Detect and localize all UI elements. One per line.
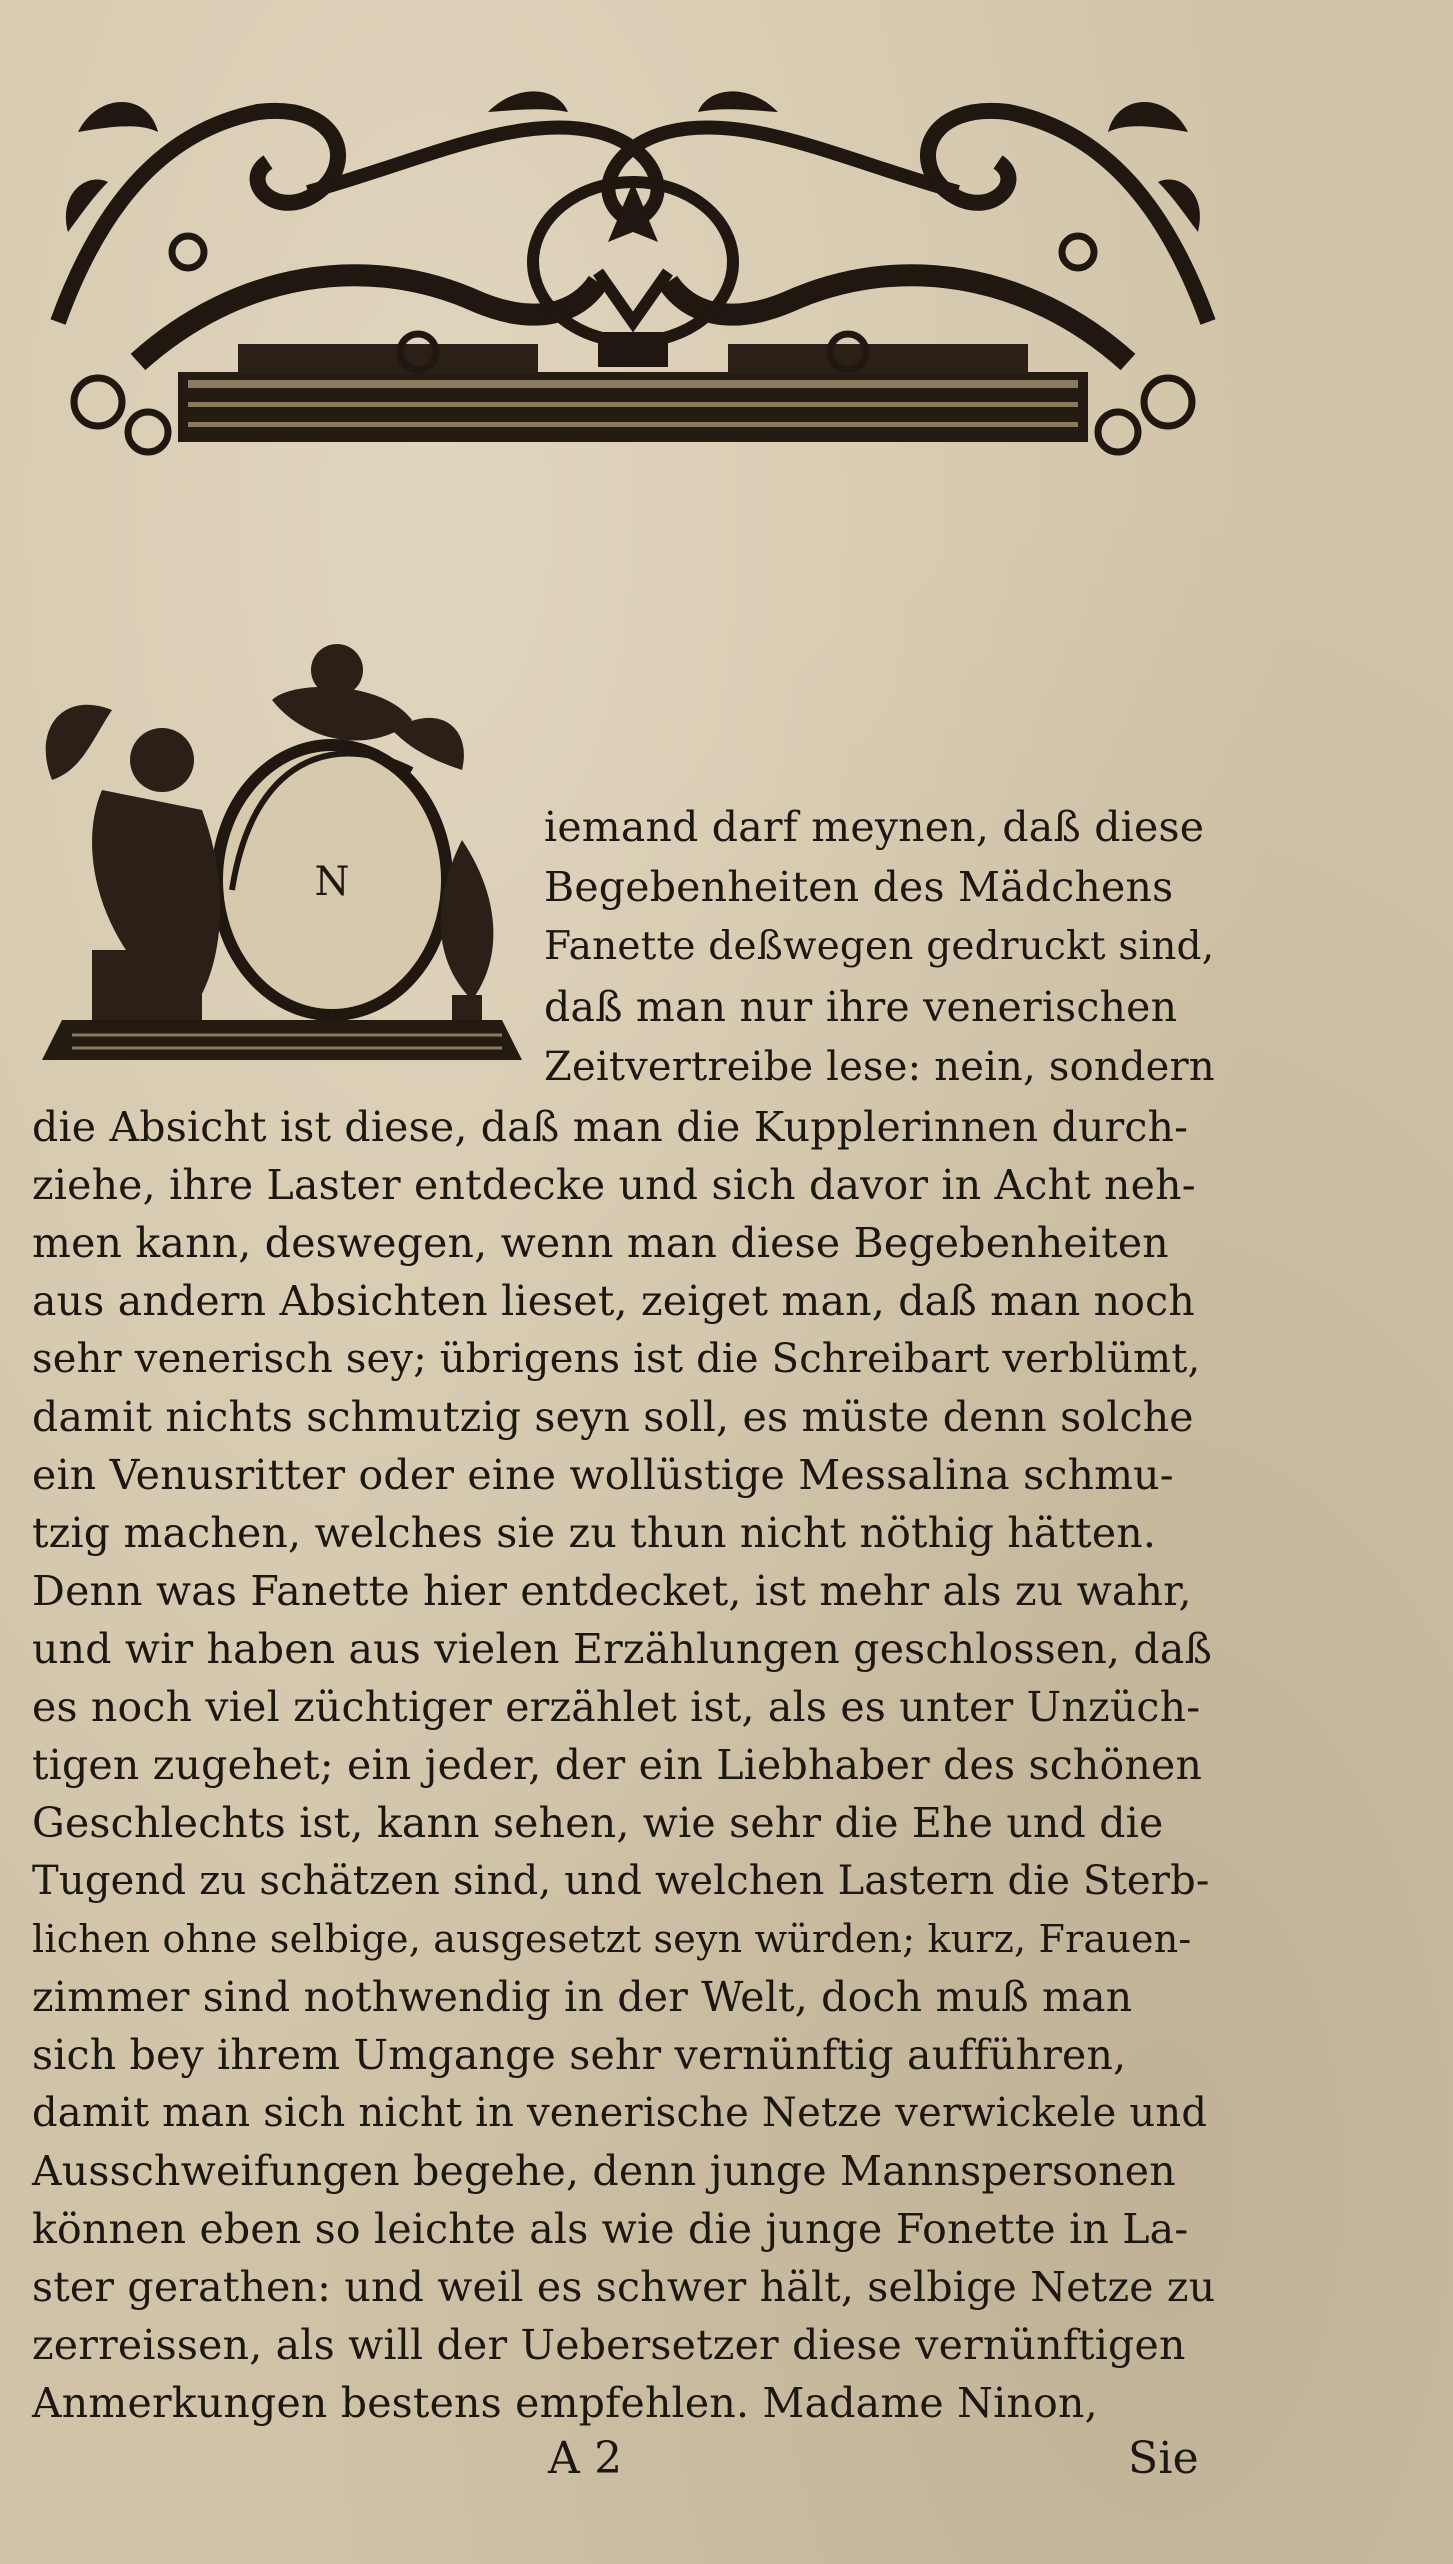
text-line: zerreissen, als will der Uebersetzer diese vernünftigen (32, 2321, 1186, 2369)
text-line: ziehe, ihre Laster entdecke und sich davor in Acht neh- (32, 1161, 1196, 1209)
text-line: Tugend zu schätzen sind, und welchen Lastern die Sterb- (32, 1858, 1210, 1904)
text-line: und wir haben aus vielen Erzählungen geschlossen, daß (32, 1625, 1213, 1673)
text-line: Fanette deßwegen gedruckt sind, (544, 924, 1215, 969)
text-line: Zeitvertreibe lese: nein, sondern (544, 1044, 1215, 1090)
text-line: tzig machen, welches sie zu thun nicht nöthig hätten. (32, 1509, 1157, 1557)
text-line: sehr venerisch sey; übrigens ist die Schreibart verblümt, (32, 1336, 1201, 1382)
text-line: Ausschweifungen begehe, denn junge Mannspersonen (32, 2147, 1176, 2195)
text-line: Anmerkungen bestens empfehlen. Madame Ninon, (32, 2379, 1098, 2427)
text-line: können eben so leichte als wie die junge Fonette in La- (32, 2205, 1189, 2253)
text-line: iemand darf meynen, daß diese (544, 803, 1205, 851)
text-line: sich bey ihrem Umgange sehr vernünftig aufführen, (32, 2031, 1127, 2079)
text-line: damit nichts schmutzig seyn soll, es müste denn solche (32, 1393, 1194, 1441)
text-line: ein Venusritter oder eine wollüstige Messalina schmu- (32, 1451, 1174, 1499)
text-line: men kann, deswegen, wenn man diese Begebenheiten (32, 1219, 1169, 1267)
signature-mark: A 2 (548, 2433, 623, 2484)
text-line: aus andern Absichten lieset, zeiget man, daß man noch (32, 1277, 1195, 1325)
text-line: ster gerathen: und weil es schwer hält, selbige Netze zu (32, 2263, 1216, 2311)
text-line: Denn was Fanette hier entdecket, ist mehr als zu wahr, (32, 1567, 1192, 1615)
text-line: Geschlechts ist, kann sehen, wie sehr die Ehe und die (32, 1799, 1164, 1847)
text-line: damit man sich nicht in venerische Netze verwickele und (32, 2090, 1208, 2136)
text-line: es noch viel züchtiger erzählet ist, als es unter Unzüch- (32, 1683, 1201, 1731)
text-line: daß man nur ihre venerischen (544, 983, 1178, 1031)
initial-letter: N (314, 859, 350, 905)
catchword: Sie (1128, 2433, 1199, 2484)
text-line: tigen zugehet; ein jeder, der ein Liebhaber des schönen (32, 1741, 1203, 1789)
text-line: lichen ohne selbige, ausgesetzt seyn würden; kurz, Frauen- (32, 1917, 1192, 1961)
text-line: Begebenheiten des Mädchens (544, 863, 1174, 911)
text-line: zimmer sind nothwendig in der Welt, doch muß man (32, 1973, 1133, 2021)
text-line: die Absicht ist diese, daß man die Kupplerinnen durch- (32, 1103, 1189, 1151)
